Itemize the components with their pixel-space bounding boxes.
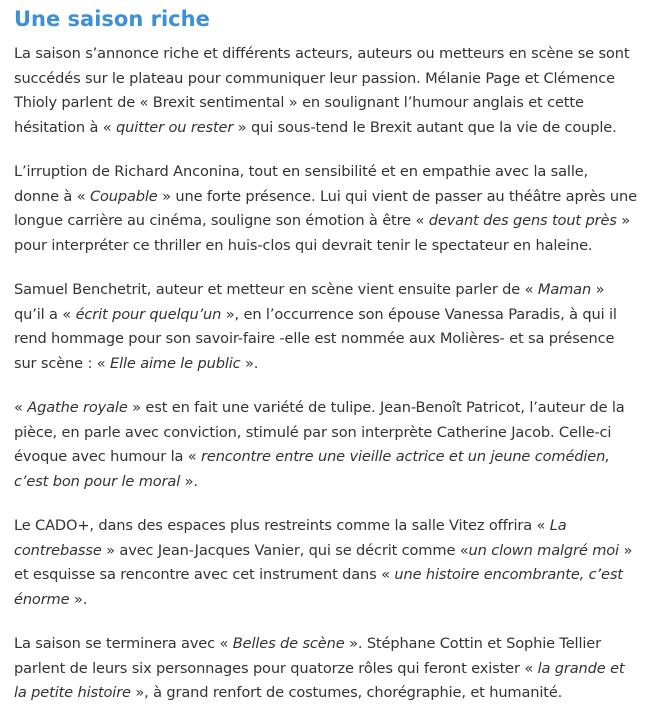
quoted-title: Agathe royale <box>27 399 128 416</box>
text-run: ». <box>240 354 259 372</box>
quoted-title: Coupable <box>89 187 158 205</box>
paragraph-maman <box>14 278 637 376</box>
text-run: « <box>14 399 28 416</box>
text-run: Samuel Benchetrit, auteur et metteur en scène vient ensuite parler de « <box>14 281 538 298</box>
quoted-title: la grande et la petite histoire <box>14 659 625 701</box>
quoted-title: écrit pour quelqu’un <box>75 305 222 323</box>
text-run: » qu’il a « <box>14 281 605 323</box>
text-run: La saison se terminera avec « <box>14 635 233 652</box>
paragraph-coupable <box>14 160 637 258</box>
text-run: La saison s’annonce riche et différents acteurs, auteurs ou metteurs en scène se sont succédés sur le plateau pour communiquer leur passion. Mélanie Page et Clémence Thioly parlent de « Brexit sentimental » en soulignant l’humour anglais et cette hésitation à « <box>14 45 630 136</box>
quoted-title: La contrebasse <box>14 517 567 559</box>
section-heading: Une saison riche <box>14 7 210 31</box>
paragraph-brexit-sentimental <box>14 42 637 140</box>
quoted-title: Elle aime le public <box>110 354 241 372</box>
text-run: ». Stéphane Cottin et Sophie Tellier parlent de leurs six personnages pour quatorze rôles qui feront exister « <box>14 635 601 677</box>
text-run: » et esquisse sa rencontre avec cet instrument dans « <box>14 541 633 583</box>
quoted-title: Belles de scène <box>232 635 345 652</box>
text-run: » pour interpréter ce thriller en huis-clos qui devrait tenir le spectateur en haleine. <box>14 212 631 254</box>
text-run: ». <box>180 472 198 490</box>
paragraph-la-contrebasse <box>14 514 637 612</box>
text-run: Le CADO+, dans des espaces plus restreints comme la salle Vitez offrira « <box>14 517 550 534</box>
text-run: » une forte présence. Lui qui vient de passer au théâtre après une longue carrière au cinéma, souligne son émotion à être « <box>14 187 637 229</box>
quoted-title: une histoire encombrante, c’est énorme <box>14 566 623 608</box>
quoted-title: devant des gens tout près <box>428 212 617 229</box>
text-run: » est en fait une variété de tulipe. Jean-Benoît Patricot, l’auteur de la pièce, en parle avec conviction, stimulé par son interprète Catherine Jacob. Celle-ci évoque avec humour la « <box>14 399 625 465</box>
quoted-title: un clown malgré moi <box>468 541 619 559</box>
paragraph-belles-de-scene <box>14 632 637 706</box>
quoted-title: Maman <box>537 281 592 298</box>
text-run: L’irruption de Richard Anconina, tout en sensibilité et en empathie avec la salle, donne à « <box>14 163 589 205</box>
paragraph-agathe-royale <box>14 396 637 494</box>
quoted-title: rencontre entre une vieille actrice et un jeune comédien, c’est bon pour le moral <box>14 448 610 490</box>
text-run: » qui sous-tend le Brexit autant que la vie de couple. <box>233 118 617 136</box>
text-run: ». <box>69 590 88 608</box>
text-run: » avec Jean-Jacques Vanier, qui se décrit comme « <box>101 541 469 559</box>
text-run: », à grand renfort de costumes, chorégraphie, et humanité. <box>130 684 563 701</box>
quoted-title: quitter ou rester <box>116 118 234 136</box>
text-run: », en l’occurrence son épouse Vanessa Paradis, à qui il rend hommage pour son savoir-faire -elle est nommée aux Molières- et sa présence sur scène : « <box>14 305 617 372</box>
